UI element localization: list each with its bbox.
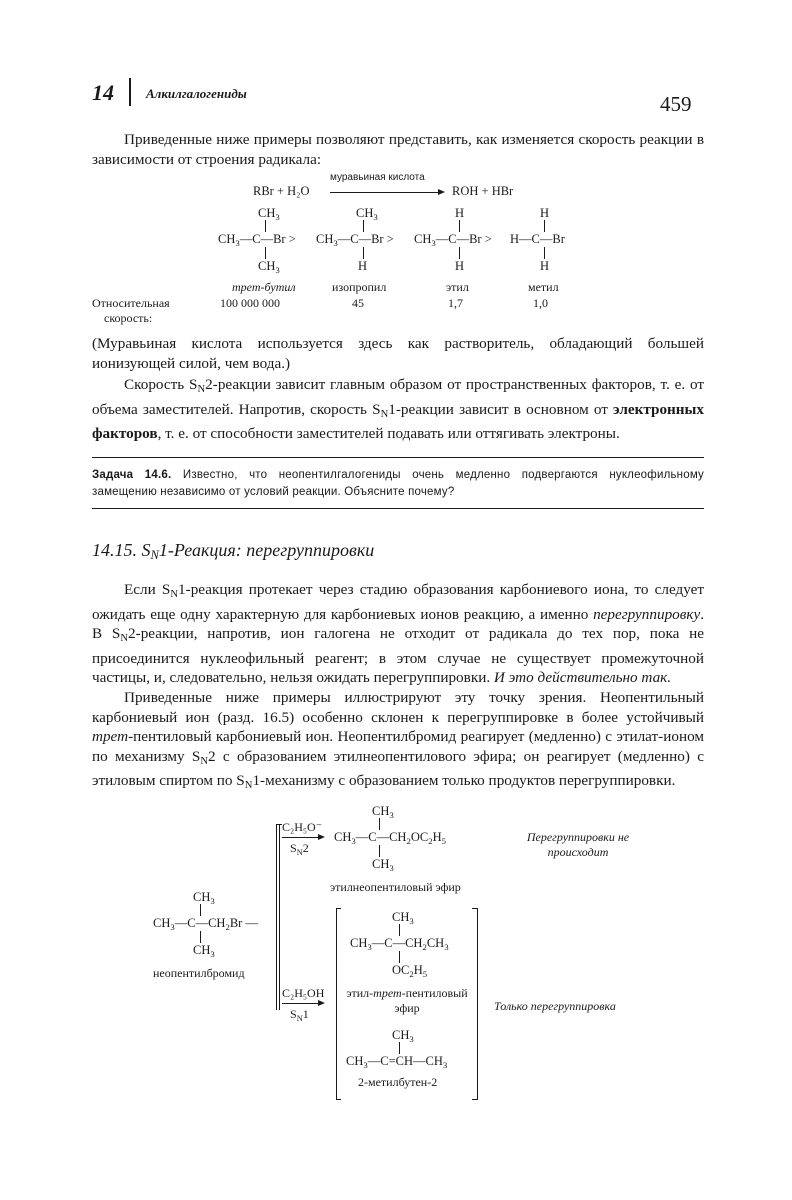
task-text: Известно, что неопентилгалогениды очень медленно подвергаются нуклеофильному замещению независимо от условий реакции. Объясните почему? [92,469,705,498]
reactant-middle: $CH_3—C—CH_2Br$ — [153,916,258,932]
upper-note: Перегруппировки не происходит [526,830,630,859]
product2-name: этил-трет-пентиловый эфир [346,986,468,1015]
rate-et: 1,7 [448,296,463,310]
rate-tbu: 100 000 000 [220,296,280,310]
reaction-left: RBr + H₂O [253,184,310,198]
chapter-number: 14 [92,80,114,105]
upper-reagent: C₂H₅O⁻ [282,820,323,834]
lower-mech: $S_N1$ [290,1007,309,1023]
right-brace [477,908,478,1100]
header-divider [129,78,131,106]
rate-label-2: скорость: [104,311,153,325]
chapter-title: Алкилгалогениды [146,86,247,101]
reaction-arrow-line [330,192,440,193]
examples-paragraph: Приведенные ниже примеры иллюстрируют эту точку зрения. Неопентильный карбониевый ион (разд. 16.5) особенно склонен к перегруппировке в более устойчивый трет-пентиловый карбониевый ион. Неопентилбромид реагирует (медленно) с этилат-ионом по механизму $S_N2$ с образованием этилнеопентилового эфира; он реагирует (медленно) с этиловым спиртом по $S_N1$-механизму с образованием только продуктов перегруппировки. [92,689,704,791]
compound-name-me: метил [528,280,559,294]
left-brace [336,908,337,1100]
electronic-factors: электронных факторов [92,400,704,442]
sn1-paragraph: Если $S_N1$-реакция протекает через стадию образования карбониевого иона, то следует ожидать еще одну характерную для карбониевых ионов реакцию, а именно перегруппировку. В $S_N2$-реакции, напротив, ион галогена не отходит от радикала до тех пор, пока не присоединится нуклеофильный реагент; в этом случае не существует промежуточной частицы, и, следовательно, нельзя ожидать перегруппировки. И это действительно так. [92,581,704,686]
page-number: 459 [660,92,692,116]
intro-paragraph: Приведенные ниже примеры позволяют представить, как изменяется скорость реакции в зависимости от строения радикала: [92,131,704,168]
formic-note: (Муравьиная кислота используется здесь как растворитель, обладающий большей ионизующей силой, чем вода.) [92,335,704,372]
reaction-right: ROH + HBr [452,184,514,198]
lower-reagent: C₂H₅OH [282,986,325,1000]
sn2-paragraph: Скорость $S_N2$-реакции зависит главным образом от пространственных факторов, т. е. от объема заместителей. Напротив, скорость $S_N1$-реакции зависит в основном от электронных факторов, т. е. от способности заместителей подавать или оттягивать электроны. [92,376,704,442]
tbu-middle: $CH_3—C—Br$ > [218,232,296,248]
tbu-top: $CH_3$ [258,206,280,222]
compound-name-tbu: трет-бутил [232,280,296,294]
rate-me: 1,0 [533,296,548,310]
reaction-condition: муравьиная кислота [330,172,425,183]
section-heading: 14.15. $S_N1$-Реакция: перегруппировки [92,540,375,562]
task-14-6 [92,467,704,501]
upper-mech: $S_N2$ [290,841,309,857]
product2-middle: $CH_3—C—CH_2CH_3$ [350,936,449,952]
reactant-name: неопентилбромид [153,966,245,980]
rate-label-1: Относительная [92,296,170,310]
reaction-arrow-head [438,189,445,195]
product3-name: 2-метилбутен-2 [358,1075,438,1089]
compound-name-et: этил [446,280,469,294]
upper-product-name: этилнеопентиловый эфир [330,880,461,894]
rate-ipr: 45 [352,296,364,310]
branch-line [276,824,277,1010]
task-bottom-rule [92,508,704,509]
compound-name-ipr: изопропил [332,280,387,294]
task-top-rule [92,457,704,458]
task-label: Задача 14.6. [92,469,172,481]
lower-note: Только перегруппировка [494,999,616,1013]
product3-middle: $CH_3—C=CH—CH_3$ [346,1054,448,1070]
upper-product: $CH_3—C—CH_2OC_2H_5$ [334,830,446,846]
tbu-bottom: $CH_3$ [258,259,280,275]
